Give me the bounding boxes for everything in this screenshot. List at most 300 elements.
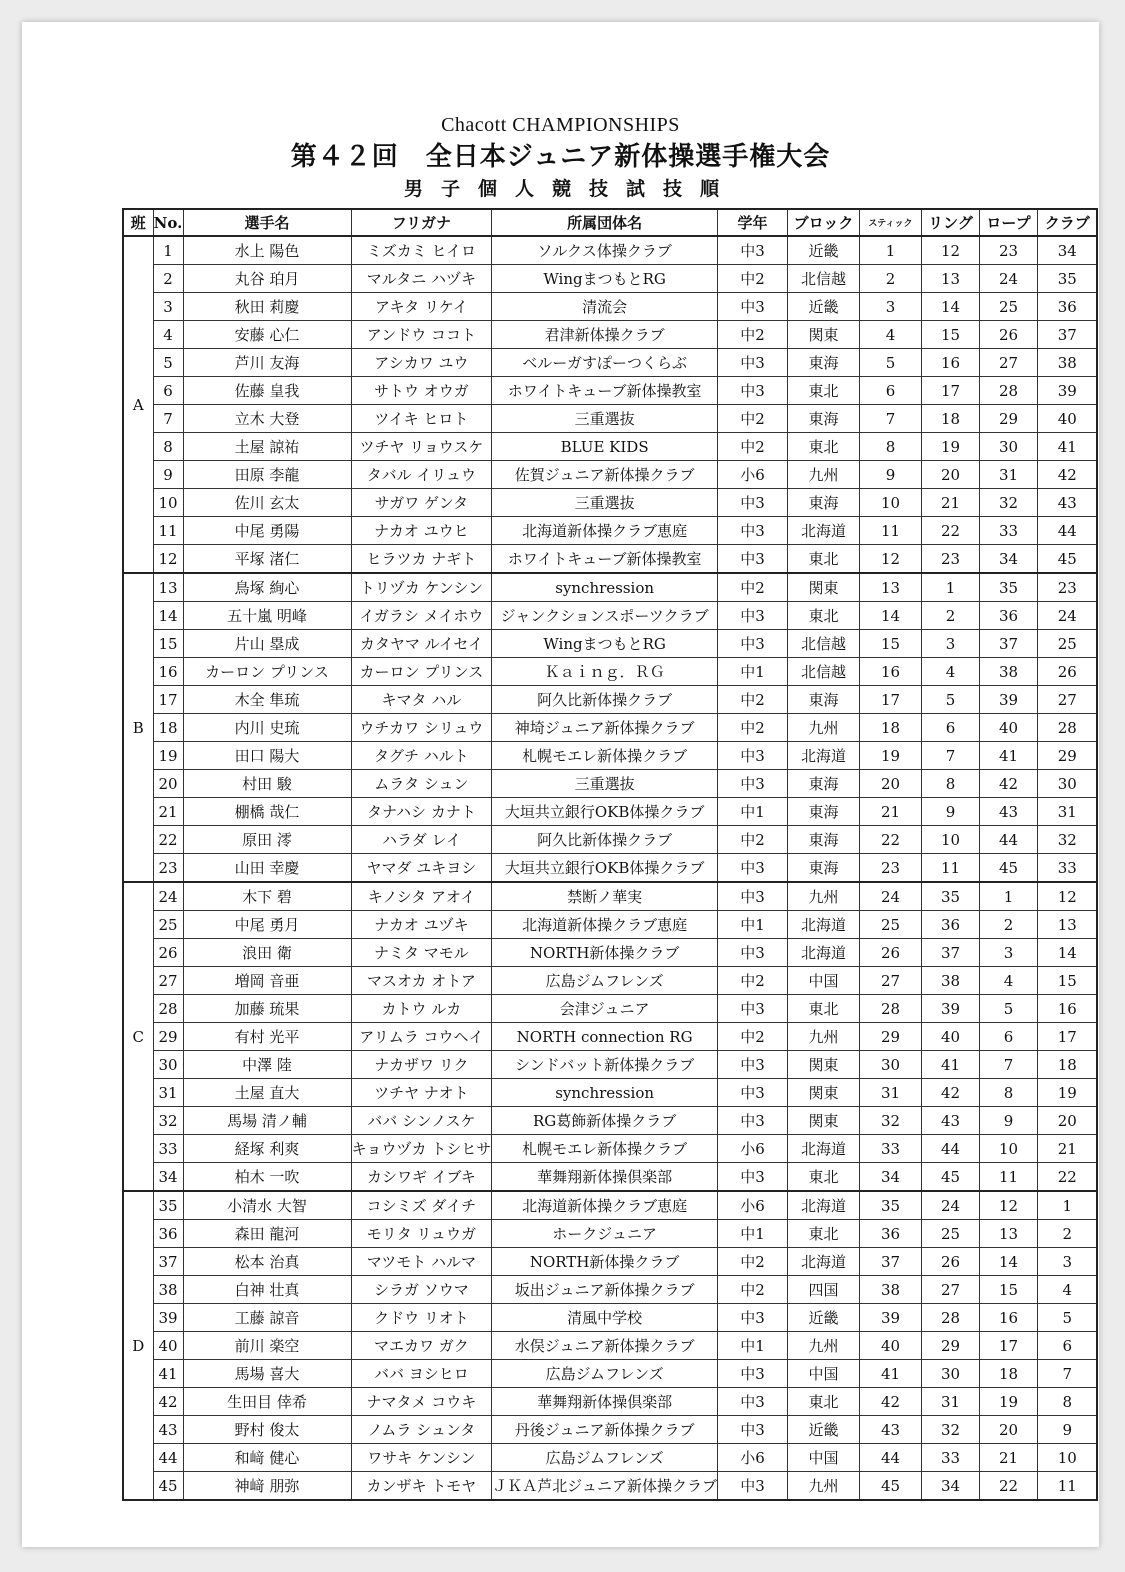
- cell-grade: 中3: [717, 349, 787, 377]
- cell-ring: 7: [921, 742, 979, 770]
- cell-kana: マルタニ ハヅキ: [351, 265, 492, 293]
- cell-block: 四国: [787, 1276, 859, 1304]
- cell-club: 君津新体操クラブ: [492, 321, 718, 349]
- cell-name: 小清水 大智: [183, 1191, 351, 1220]
- cell-block: 九州: [787, 1472, 859, 1501]
- cell-grade: 中2: [717, 714, 787, 742]
- cell-name: 田口 陽大: [183, 742, 351, 770]
- cell-grade: 小6: [717, 1135, 787, 1163]
- cell-stick: 33: [859, 1135, 921, 1163]
- cell-rope: 5: [979, 995, 1037, 1023]
- cell-kana: カトウ ルカ: [351, 995, 492, 1023]
- cell-club: WingまつもとRG: [492, 265, 718, 293]
- cell-name: 内川 史琉: [183, 714, 351, 742]
- cell-clubs: 44: [1037, 517, 1097, 545]
- cell-block: 北海道: [787, 1248, 859, 1276]
- cell-club: 札幌モエレ新体操クラブ: [492, 742, 718, 770]
- cell-club: 札幌モエレ新体操クラブ: [492, 1135, 718, 1163]
- cell-name: 原田 澪: [183, 826, 351, 854]
- cell-clubs: 2: [1037, 1220, 1097, 1248]
- cell-club: 広島ジムフレンズ: [492, 1360, 718, 1388]
- cell-stick: 28: [859, 995, 921, 1023]
- cell-rope: 33: [979, 517, 1037, 545]
- table-row: [123, 1191, 1097, 1220]
- cell-kana: タナハシ カナト: [351, 798, 492, 826]
- cell-clubs: 24: [1037, 602, 1097, 630]
- cell-ring: 11: [921, 854, 979, 883]
- cell-ring: 4: [921, 658, 979, 686]
- cell-no: 25: [153, 911, 183, 939]
- cell-club: synchression: [492, 1079, 718, 1107]
- cell-stick: 43: [859, 1416, 921, 1444]
- cell-clubs: 35: [1037, 265, 1097, 293]
- table-row: [123, 742, 1097, 770]
- cell-block: 関東: [787, 573, 859, 602]
- table-row: [123, 826, 1097, 854]
- cell-rope: 1: [979, 882, 1037, 911]
- cell-ring: 38: [921, 967, 979, 995]
- cell-grade: 中1: [717, 798, 787, 826]
- cell-ring: 2: [921, 602, 979, 630]
- cell-name: 中澤 陸: [183, 1051, 351, 1079]
- table-row: [123, 405, 1097, 433]
- cell-grade: 中2: [717, 405, 787, 433]
- cell-block: 北信越: [787, 658, 859, 686]
- cell-rope: 40: [979, 714, 1037, 742]
- cell-rope: 15: [979, 1276, 1037, 1304]
- cell-kana: ヒラツカ ナギト: [351, 545, 492, 574]
- cell-grade: 中3: [717, 630, 787, 658]
- cell-rope: 44: [979, 826, 1037, 854]
- cell-ring: 25: [921, 1220, 979, 1248]
- cell-block: 近畿: [787, 1416, 859, 1444]
- cell-no: 29: [153, 1023, 183, 1051]
- cell-block: 東北: [787, 1163, 859, 1192]
- cell-grade: 中1: [717, 1332, 787, 1360]
- cell-kana: キマタ ハル: [351, 686, 492, 714]
- cell-grade: 中3: [717, 854, 787, 883]
- cell-ring: 23: [921, 545, 979, 574]
- cell-rope: 41: [979, 742, 1037, 770]
- cell-club: シンドバット新体操クラブ: [492, 1051, 718, 1079]
- cell-stick: 6: [859, 377, 921, 405]
- cell-rope: 31: [979, 461, 1037, 489]
- cell-name: 柏木 一吹: [183, 1163, 351, 1192]
- cell-name: 増岡 音亜: [183, 967, 351, 995]
- cell-clubs: 5: [1037, 1304, 1097, 1332]
- cell-club: RG葛飾新体操クラブ: [492, 1107, 718, 1135]
- cell-club: 佐賀ジュニア新体操クラブ: [492, 461, 718, 489]
- cell-grade: 小6: [717, 1444, 787, 1472]
- sponsor-title: Chacott CHAMPIONSHIPS: [441, 114, 680, 136]
- cell-block: 東海: [787, 770, 859, 798]
- cell-ring: 17: [921, 377, 979, 405]
- cell-club: NORTH connection RG: [492, 1023, 718, 1051]
- cell-block: 北信越: [787, 265, 859, 293]
- table-row: [123, 1304, 1097, 1332]
- cell-clubs: 37: [1037, 321, 1097, 349]
- cell-grade: 中2: [717, 265, 787, 293]
- cell-kana: ウチカワ シリュウ: [351, 714, 492, 742]
- cell-name: 芦川 友海: [183, 349, 351, 377]
- cell-rope: 37: [979, 630, 1037, 658]
- cell-grade: 中3: [717, 1051, 787, 1079]
- header-grade: 学年: [717, 209, 787, 236]
- cell-kana: クドウ リオト: [351, 1304, 492, 1332]
- cell-club: NORTH新体操クラブ: [492, 1248, 718, 1276]
- cell-ring: 39: [921, 995, 979, 1023]
- cell-clubs: 15: [1037, 967, 1097, 995]
- cell-clubs: 30: [1037, 770, 1097, 798]
- cell-grade: 中2: [717, 433, 787, 461]
- cell-stick: 45: [859, 1472, 921, 1501]
- cell-ring: 10: [921, 826, 979, 854]
- document-page: [22, 22, 1099, 1547]
- cell-name: 水上 陽色: [183, 236, 351, 265]
- cell-grade: 中3: [717, 742, 787, 770]
- cell-clubs: 9: [1037, 1416, 1097, 1444]
- cell-no: 33: [153, 1135, 183, 1163]
- cell-name: 馬場 喜大: [183, 1360, 351, 1388]
- cell-ring: 29: [921, 1332, 979, 1360]
- cell-ring: 33: [921, 1444, 979, 1472]
- cell-stick: 20: [859, 770, 921, 798]
- cell-grade: 中3: [717, 377, 787, 405]
- cell-name: 前川 楽空: [183, 1332, 351, 1360]
- cell-kana: ミズカミ ヒイロ: [351, 236, 492, 265]
- cell-name: 中尾 勇陽: [183, 517, 351, 545]
- cell-ring: 14: [921, 293, 979, 321]
- cell-block: 関東: [787, 321, 859, 349]
- cell-kana: アリムラ コウヘイ: [351, 1023, 492, 1051]
- cell-block: 東北: [787, 602, 859, 630]
- cell-club: BLUE KIDS: [492, 433, 718, 461]
- cell-clubs: 18: [1037, 1051, 1097, 1079]
- cell-clubs: 32: [1037, 826, 1097, 854]
- cell-clubs: 16: [1037, 995, 1097, 1023]
- cell-ring: 21: [921, 489, 979, 517]
- cell-no: 21: [153, 798, 183, 826]
- cell-rope: 26: [979, 321, 1037, 349]
- cell-clubs: 20: [1037, 1107, 1097, 1135]
- cell-stick: 11: [859, 517, 921, 545]
- cell-no: 3: [153, 293, 183, 321]
- cell-rope: 22: [979, 1472, 1037, 1501]
- cell-clubs: 7: [1037, 1360, 1097, 1388]
- cell-grade: 中2: [717, 826, 787, 854]
- cell-stick: 16: [859, 658, 921, 686]
- cell-club: 阿久比新体操クラブ: [492, 686, 718, 714]
- cell-grade: 中2: [717, 686, 787, 714]
- cell-kana: マエカワ ガク: [351, 1332, 492, 1360]
- cell-grade: 中2: [717, 1023, 787, 1051]
- cell-club: Ｋａｉｎｇ．ＲＧ: [492, 658, 718, 686]
- cell-stick: 35: [859, 1191, 921, 1220]
- cell-no: 37: [153, 1248, 183, 1276]
- cell-ring: 3: [921, 630, 979, 658]
- cell-block: 東海: [787, 489, 859, 517]
- cell-stick: 18: [859, 714, 921, 742]
- cell-kana: カタヤマ ルイセイ: [351, 630, 492, 658]
- cell-ring: 13: [921, 265, 979, 293]
- cell-club: ＪＫＡ芦北ジュニア新体操クラブ: [492, 1472, 718, 1501]
- cell-club: ベルーガすぽーつくらぶ: [492, 349, 718, 377]
- cell-grade: 中2: [717, 967, 787, 995]
- cell-clubs: 45: [1037, 545, 1097, 574]
- cell-rope: 11: [979, 1163, 1037, 1192]
- cell-kana: ツチヤ ナオト: [351, 1079, 492, 1107]
- cell-stick: 2: [859, 265, 921, 293]
- cell-no: 31: [153, 1079, 183, 1107]
- cell-clubs: 6: [1037, 1332, 1097, 1360]
- cell-ring: 34: [921, 1472, 979, 1501]
- cell-kana: ハラダ レイ: [351, 826, 492, 854]
- cell-grade: 中3: [717, 1079, 787, 1107]
- cell-no: 11: [153, 517, 183, 545]
- cell-no: 13: [153, 573, 183, 602]
- cell-name: 生田目 倖希: [183, 1388, 351, 1416]
- cell-clubs: 29: [1037, 742, 1097, 770]
- cell-kana: アシカワ ユウ: [351, 349, 492, 377]
- cell-no: 12: [153, 545, 183, 574]
- cell-block: 東海: [787, 826, 859, 854]
- cell-ring: 45: [921, 1163, 979, 1192]
- cell-rope: 18: [979, 1360, 1037, 1388]
- table-row: [123, 1023, 1097, 1051]
- table-row: [123, 433, 1097, 461]
- cell-name: カーロン プリンス: [183, 658, 351, 686]
- table-row: [123, 1051, 1097, 1079]
- cell-block: 東海: [787, 686, 859, 714]
- cell-rope: 10: [979, 1135, 1037, 1163]
- cell-stick: 4: [859, 321, 921, 349]
- cell-grade: 中3: [717, 1163, 787, 1192]
- cell-clubs: 28: [1037, 714, 1097, 742]
- cell-ring: 27: [921, 1276, 979, 1304]
- cell-stick: 10: [859, 489, 921, 517]
- cell-clubs: 43: [1037, 489, 1097, 517]
- cell-no: 5: [153, 349, 183, 377]
- cell-clubs: 39: [1037, 377, 1097, 405]
- cell-stick: 7: [859, 405, 921, 433]
- cell-name: 山田 幸慶: [183, 854, 351, 883]
- cell-block: 東海: [787, 854, 859, 883]
- cell-name: 安藤 心仁: [183, 321, 351, 349]
- table-row: [123, 1248, 1097, 1276]
- cell-name: 有村 光平: [183, 1023, 351, 1051]
- cell-kana: サガワ ゲンタ: [351, 489, 492, 517]
- header-row: [123, 209, 1097, 236]
- cell-no: 4: [153, 321, 183, 349]
- cell-kana: アンドウ ココト: [351, 321, 492, 349]
- cell-grade: 中2: [717, 573, 787, 602]
- cell-grade: 中3: [717, 1360, 787, 1388]
- table-row: [123, 1135, 1097, 1163]
- cell-stick: 13: [859, 573, 921, 602]
- cell-rope: 24: [979, 265, 1037, 293]
- table-row: [123, 1360, 1097, 1388]
- cell-no: 38: [153, 1276, 183, 1304]
- cell-block: 中国: [787, 967, 859, 995]
- cell-ring: 30: [921, 1360, 979, 1388]
- cell-stick: 25: [859, 911, 921, 939]
- table-row: [123, 939, 1097, 967]
- cell-ring: 40: [921, 1023, 979, 1051]
- header-rope: ロープ: [979, 209, 1037, 236]
- cell-clubs: 14: [1037, 939, 1097, 967]
- title-block: [22, 112, 1099, 202]
- cell-ring: 18: [921, 405, 979, 433]
- cell-kana: コシミズ ダイチ: [351, 1191, 492, 1220]
- cell-name: 白神 壮真: [183, 1276, 351, 1304]
- group-label: C: [123, 882, 153, 1191]
- cell-grade: 中3: [717, 236, 787, 265]
- table-row: [123, 236, 1097, 265]
- cell-block: 近畿: [787, 293, 859, 321]
- cell-no: 18: [153, 714, 183, 742]
- table-row: [123, 911, 1097, 939]
- cell-club: 三重選抜: [492, 405, 718, 433]
- cell-no: 16: [153, 658, 183, 686]
- cell-club: 丹後ジュニア新体操クラブ: [492, 1416, 718, 1444]
- cell-rope: 39: [979, 686, 1037, 714]
- cell-name: 野村 俊太: [183, 1416, 351, 1444]
- cell-clubs: 36: [1037, 293, 1097, 321]
- cell-club: 華舞翔新体操倶楽部: [492, 1388, 718, 1416]
- cell-clubs: 33: [1037, 854, 1097, 883]
- table-row: [123, 265, 1097, 293]
- cell-kana: ツイキ ヒロト: [351, 405, 492, 433]
- cell-stick: 9: [859, 461, 921, 489]
- cell-ring: 16: [921, 349, 979, 377]
- cell-stick: 38: [859, 1276, 921, 1304]
- cell-grade: 中3: [717, 1416, 787, 1444]
- cell-ring: 36: [921, 911, 979, 939]
- cell-block: 北海道: [787, 1191, 859, 1220]
- table-row: [123, 714, 1097, 742]
- cell-clubs: 26: [1037, 658, 1097, 686]
- header-group: 班: [123, 209, 153, 236]
- cell-ring: 35: [921, 882, 979, 911]
- cell-block: 北海道: [787, 742, 859, 770]
- cell-ring: 6: [921, 714, 979, 742]
- cell-no: 32: [153, 1107, 183, 1135]
- cell-name: 丸谷 珀月: [183, 265, 351, 293]
- cell-stick: 12: [859, 545, 921, 574]
- cell-rope: 35: [979, 573, 1037, 602]
- cell-block: 九州: [787, 882, 859, 911]
- cell-no: 27: [153, 967, 183, 995]
- cell-block: 東北: [787, 1220, 859, 1248]
- table-row: [123, 377, 1097, 405]
- cell-block: 東北: [787, 433, 859, 461]
- cell-name: 松本 治真: [183, 1248, 351, 1276]
- cell-kana: ナカオ ユヅキ: [351, 911, 492, 939]
- cell-stick: 22: [859, 826, 921, 854]
- cell-grade: 中3: [717, 939, 787, 967]
- table-row: [123, 461, 1097, 489]
- cell-no: 44: [153, 1444, 183, 1472]
- cell-rope: 13: [979, 1220, 1037, 1248]
- cell-ring: 15: [921, 321, 979, 349]
- cell-clubs: 12: [1037, 882, 1097, 911]
- cell-stick: 39: [859, 1304, 921, 1332]
- cell-block: 近畿: [787, 236, 859, 265]
- cell-kana: ワサキ ケンシン: [351, 1444, 492, 1472]
- event-subtitle: 男子個人競技試技順: [403, 178, 737, 200]
- cell-no: 1: [153, 236, 183, 265]
- cell-club: 北海道新体操クラブ恵庭: [492, 1191, 718, 1220]
- table-row: [123, 770, 1097, 798]
- cell-kana: ナカオ ユウヒ: [351, 517, 492, 545]
- cell-club: 北海道新体操クラブ恵庭: [492, 517, 718, 545]
- cell-kana: タグチ ハルト: [351, 742, 492, 770]
- table-row: [123, 882, 1097, 911]
- cell-no: 6: [153, 377, 183, 405]
- cell-rope: 23: [979, 236, 1037, 265]
- cell-ring: 20: [921, 461, 979, 489]
- cell-clubs: 41: [1037, 433, 1097, 461]
- cell-clubs: 27: [1037, 686, 1097, 714]
- cell-grade: 中3: [717, 293, 787, 321]
- cell-clubs: 42: [1037, 461, 1097, 489]
- cell-name: 和﨑 健心: [183, 1444, 351, 1472]
- table-row: [123, 489, 1097, 517]
- cell-block: 近畿: [787, 1304, 859, 1332]
- cell-stick: 36: [859, 1220, 921, 1248]
- cell-block: 東北: [787, 1388, 859, 1416]
- cell-clubs: 10: [1037, 1444, 1097, 1472]
- cell-ring: 43: [921, 1107, 979, 1135]
- cell-stick: 19: [859, 742, 921, 770]
- header-no: No.: [153, 209, 183, 236]
- cell-kana: マツモト ハルマ: [351, 1248, 492, 1276]
- cell-club: NORTH新体操クラブ: [492, 939, 718, 967]
- cell-club: 清流会: [492, 293, 718, 321]
- cell-rope: 19: [979, 1388, 1037, 1416]
- table-row: [123, 293, 1097, 321]
- cell-name: 佐藤 皇我: [183, 377, 351, 405]
- cell-stick: 42: [859, 1388, 921, 1416]
- cell-club: ホークジュニア: [492, 1220, 718, 1248]
- cell-no: 36: [153, 1220, 183, 1248]
- cell-clubs: 25: [1037, 630, 1097, 658]
- cell-kana: カンザキ トモヤ: [351, 1472, 492, 1501]
- table-row: [123, 1220, 1097, 1248]
- cell-rope: 27: [979, 349, 1037, 377]
- cell-grade: 中1: [717, 1220, 787, 1248]
- cell-block: 九州: [787, 714, 859, 742]
- table-row: [123, 602, 1097, 630]
- cell-block: 中国: [787, 1360, 859, 1388]
- cell-no: 8: [153, 433, 183, 461]
- cell-clubs: 4: [1037, 1276, 1097, 1304]
- cell-stick: 41: [859, 1360, 921, 1388]
- cell-name: 工藤 諒音: [183, 1304, 351, 1332]
- cell-ring: 19: [921, 433, 979, 461]
- cell-club: ホワイトキューブ新体操教室: [492, 545, 718, 574]
- cell-grade: 中1: [717, 658, 787, 686]
- cell-grade: 中3: [717, 1107, 787, 1135]
- cell-ring: 44: [921, 1135, 979, 1163]
- cell-grade: 中2: [717, 321, 787, 349]
- cell-name: 村田 駿: [183, 770, 351, 798]
- cell-stick: 8: [859, 433, 921, 461]
- cell-stick: 30: [859, 1051, 921, 1079]
- cell-no: 23: [153, 854, 183, 883]
- cell-block: 関東: [787, 1051, 859, 1079]
- table-row: [123, 349, 1097, 377]
